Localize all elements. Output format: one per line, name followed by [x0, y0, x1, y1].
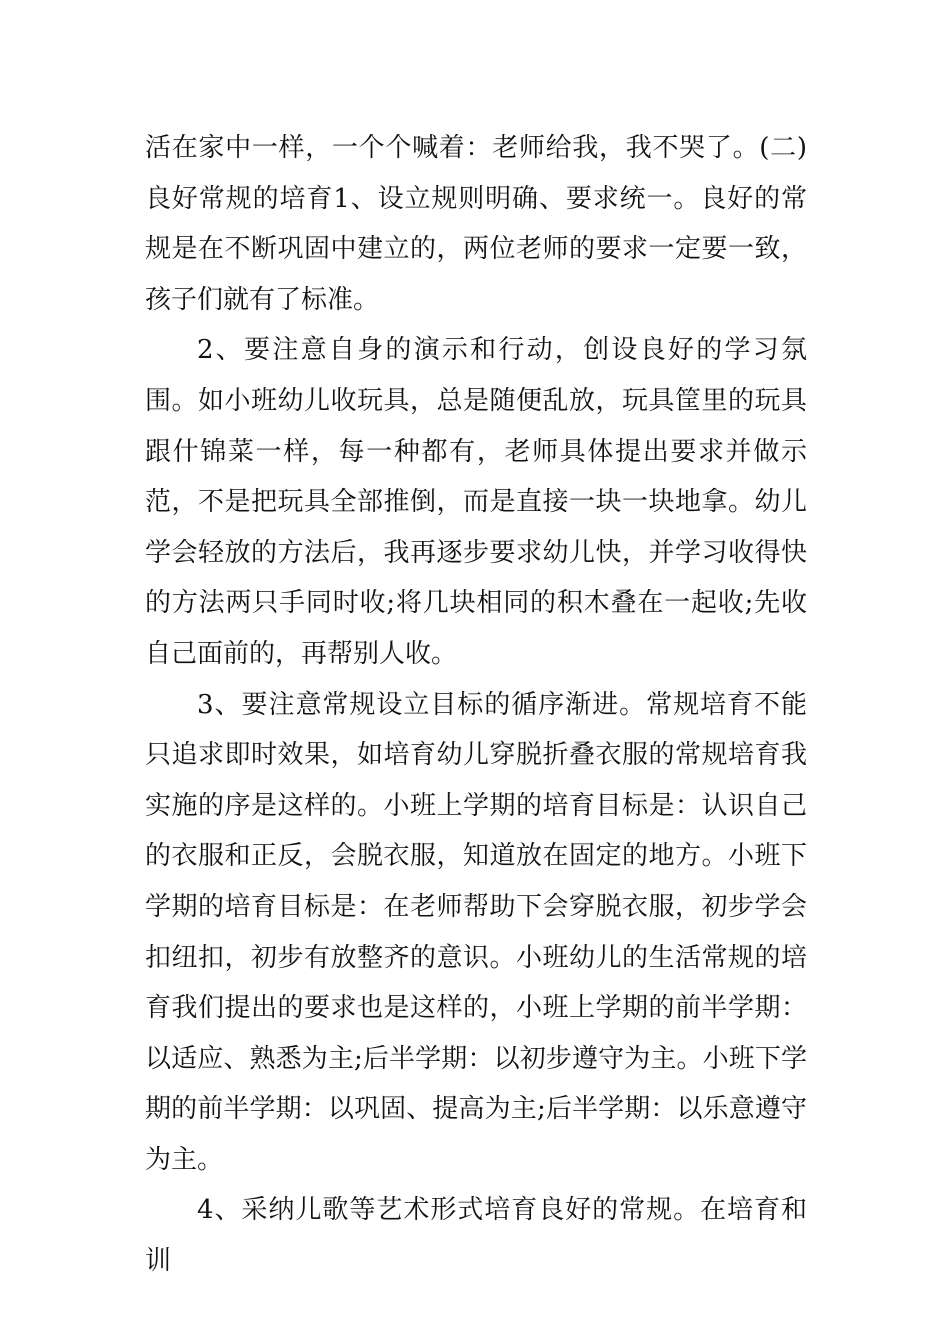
document-body — [145, 123, 807, 1287]
paragraph-continuation: 活在家中一样，一个个喊着：老师给我，我不哭了。(二)良好常规的培育1、设立规则明确、要求统一。良好的常规是在不断巩固中建立的，两位老师的要求一定要一致，孩子们就有了标准。 — [145, 133, 807, 315]
paragraph-item-2: 2、要注意自身的演示和行动，创设良好的学习氛围。如小班幼儿收玩具，总是随便乱放，玩具筐里的玩具跟什锦菜一样，每一种都有，老师具体提出要求并做示范，不是把玩具全部推倒，而是直接一块一块地拿。幼儿学会轻放的方法后，我再逐步要求幼儿快，并学习收得快的方法两只手同时收;将几块相同的积木叠在一起收;先收自己面前的，再帮别人收。 — [145, 335, 807, 669]
paragraph-item-3: 3、要注意常规设立目标的循序渐进。常规培育不能只追求即时效果，如培育幼儿穿脱折叠衣服的常规培育我实施的序是这样的。小班上学期的培育目标是：认识自己的衣服和正反，会脱衣服，知道放在固定的地方。小班下学期的培育目标是：在老师帮助下会穿脱衣服，初步学会扣纽扣，初步有放整齐的意识。小班幼儿的生活常规的培育我们提出的要求也是这样的，小班上学期的前半学期：以适应、熟悉为主;后半学期：以初步遵守为主。小班下学期的前半学期：以巩固、提高为主;后半学期：以乐意遵守为主。 — [145, 689, 807, 1175]
paragraph-item-4: 4、采纳儿歌等艺术形式培育良好的常规。在培育和训 — [145, 1195, 807, 1277]
